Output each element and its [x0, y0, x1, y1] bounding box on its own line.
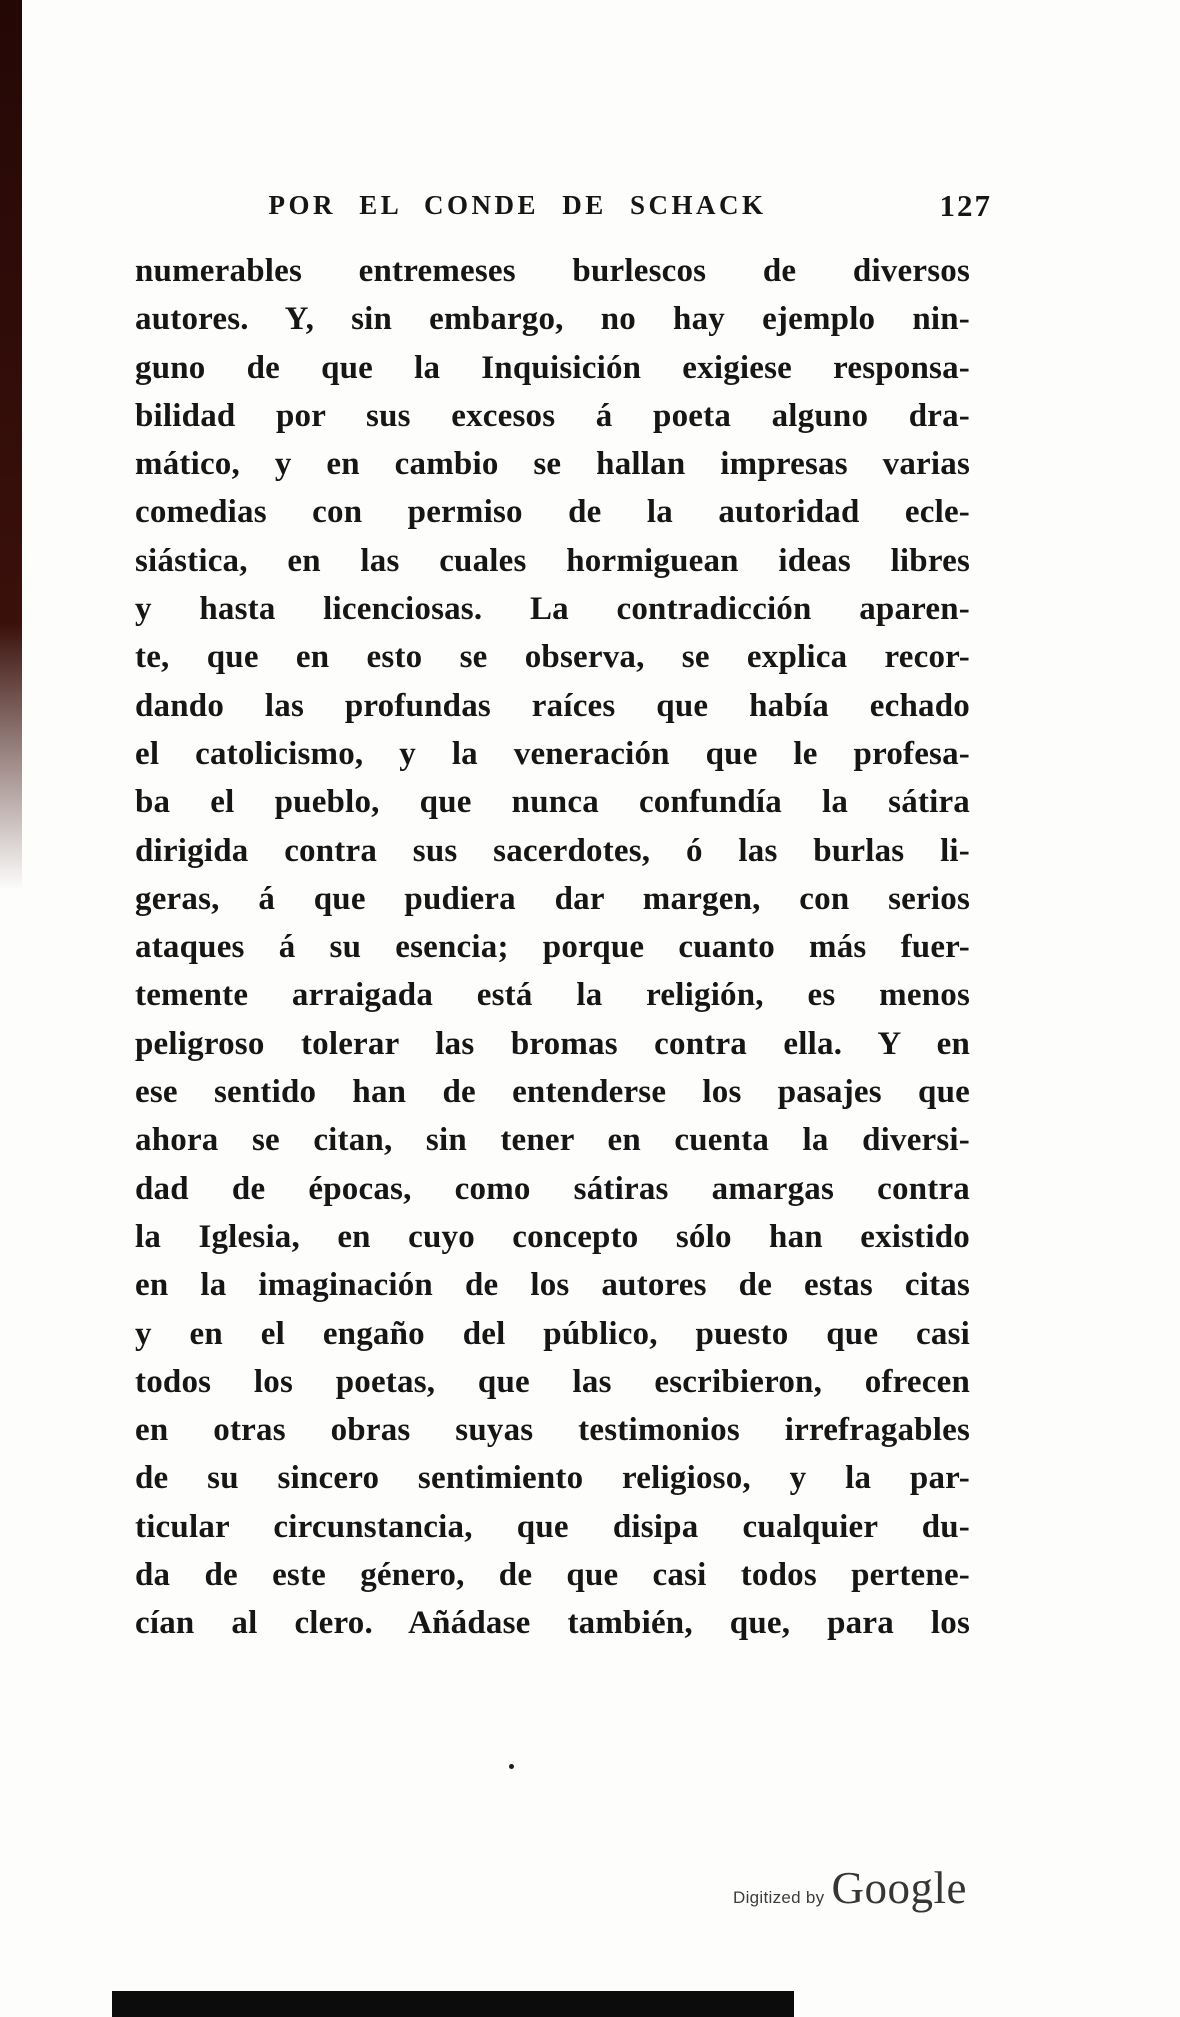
text-line: todos los poetas, que las escribieron, ofrecen — [135, 1363, 970, 1400]
scan-edge-artifact-bottom — [112, 1991, 794, 2017]
text-line: mático, y en cambio se hallan impresas varias — [135, 446, 970, 483]
text-line: temente arraigada está la religión, es menos — [135, 977, 970, 1014]
text-line: ese sentido han de entenderse los pasajes que — [135, 1074, 970, 1111]
text-line: comedias con permiso de la autoridad ecle- — [135, 494, 970, 531]
text-line: de su sincero sentimiento religioso, y la par- — [135, 1460, 970, 1497]
text-line: ataques á su esencia; porque cuanto más fuer- — [135, 929, 970, 966]
google-logo: Google — [831, 1863, 967, 1913]
running-header-title: POR EL CONDE DE SCHACK — [268, 190, 767, 220]
text-line: guno de que la Inquisición exigiese responsa- — [135, 349, 970, 386]
google-watermark — [733, 1862, 967, 1914]
text-line: dad de épocas, como sátiras amargas contra — [135, 1170, 970, 1207]
digitized-by-label: Digitized by — [733, 1888, 825, 1907]
text-line: geras, á que pudiera dar margen, con serios — [135, 880, 970, 917]
text-line: numerables entremeses burlescos de diversos — [135, 253, 970, 289]
text-line: el catolicismo, y la veneración que le profesa- — [135, 735, 970, 772]
text-line: cían al clero. Añádase también, que, para los — [135, 1605, 970, 1642]
text-line: ahora se citan, sin tener en cuenta la diversi- — [135, 1122, 970, 1159]
text-line: en otras obras suyas testimonios irrefragables — [135, 1412, 970, 1449]
text-line: siástica, en las cuales hormiguean ideas libres — [135, 542, 970, 579]
scan-edge-artifact-left — [0, 0, 22, 890]
text-line: y en el engaño del público, puesto que casi — [135, 1315, 970, 1352]
text-line: en la imaginación de los autores de estas citas — [135, 1267, 970, 1304]
body-text — [135, 247, 970, 1648]
text-line: dando las profundas raíces que había echado — [135, 687, 970, 724]
text-line: dirigida contra sus sacerdotes, ó las burlas li- — [135, 832, 970, 869]
text-line: peligroso tolerar las bromas contra ella. Y en — [135, 1025, 970, 1062]
text-line: ticular circunstancia, que disipa cualquier du- — [135, 1508, 970, 1545]
text-line: la Iglesia, en cuyo concepto sólo han existido — [135, 1218, 970, 1255]
text-line: da de este género, de que casi todos pertene- — [135, 1557, 970, 1594]
page-header — [135, 188, 992, 230]
text-line: autores. Y, sin embargo, no hay ejemplo nin- — [135, 301, 970, 338]
stray-ink-dot — [509, 1764, 514, 1769]
text-line: y hasta licenciosas. La contradicción aparen- — [135, 591, 970, 628]
page-number: 127 — [939, 188, 992, 223]
text-line: ba el pueblo, que nunca confundía la sátira — [135, 784, 970, 821]
text-line: bilidad por sus excesos á poeta alguno dra- — [135, 397, 970, 434]
text-line: te, que en esto se observa, se explica recor- — [135, 639, 970, 676]
